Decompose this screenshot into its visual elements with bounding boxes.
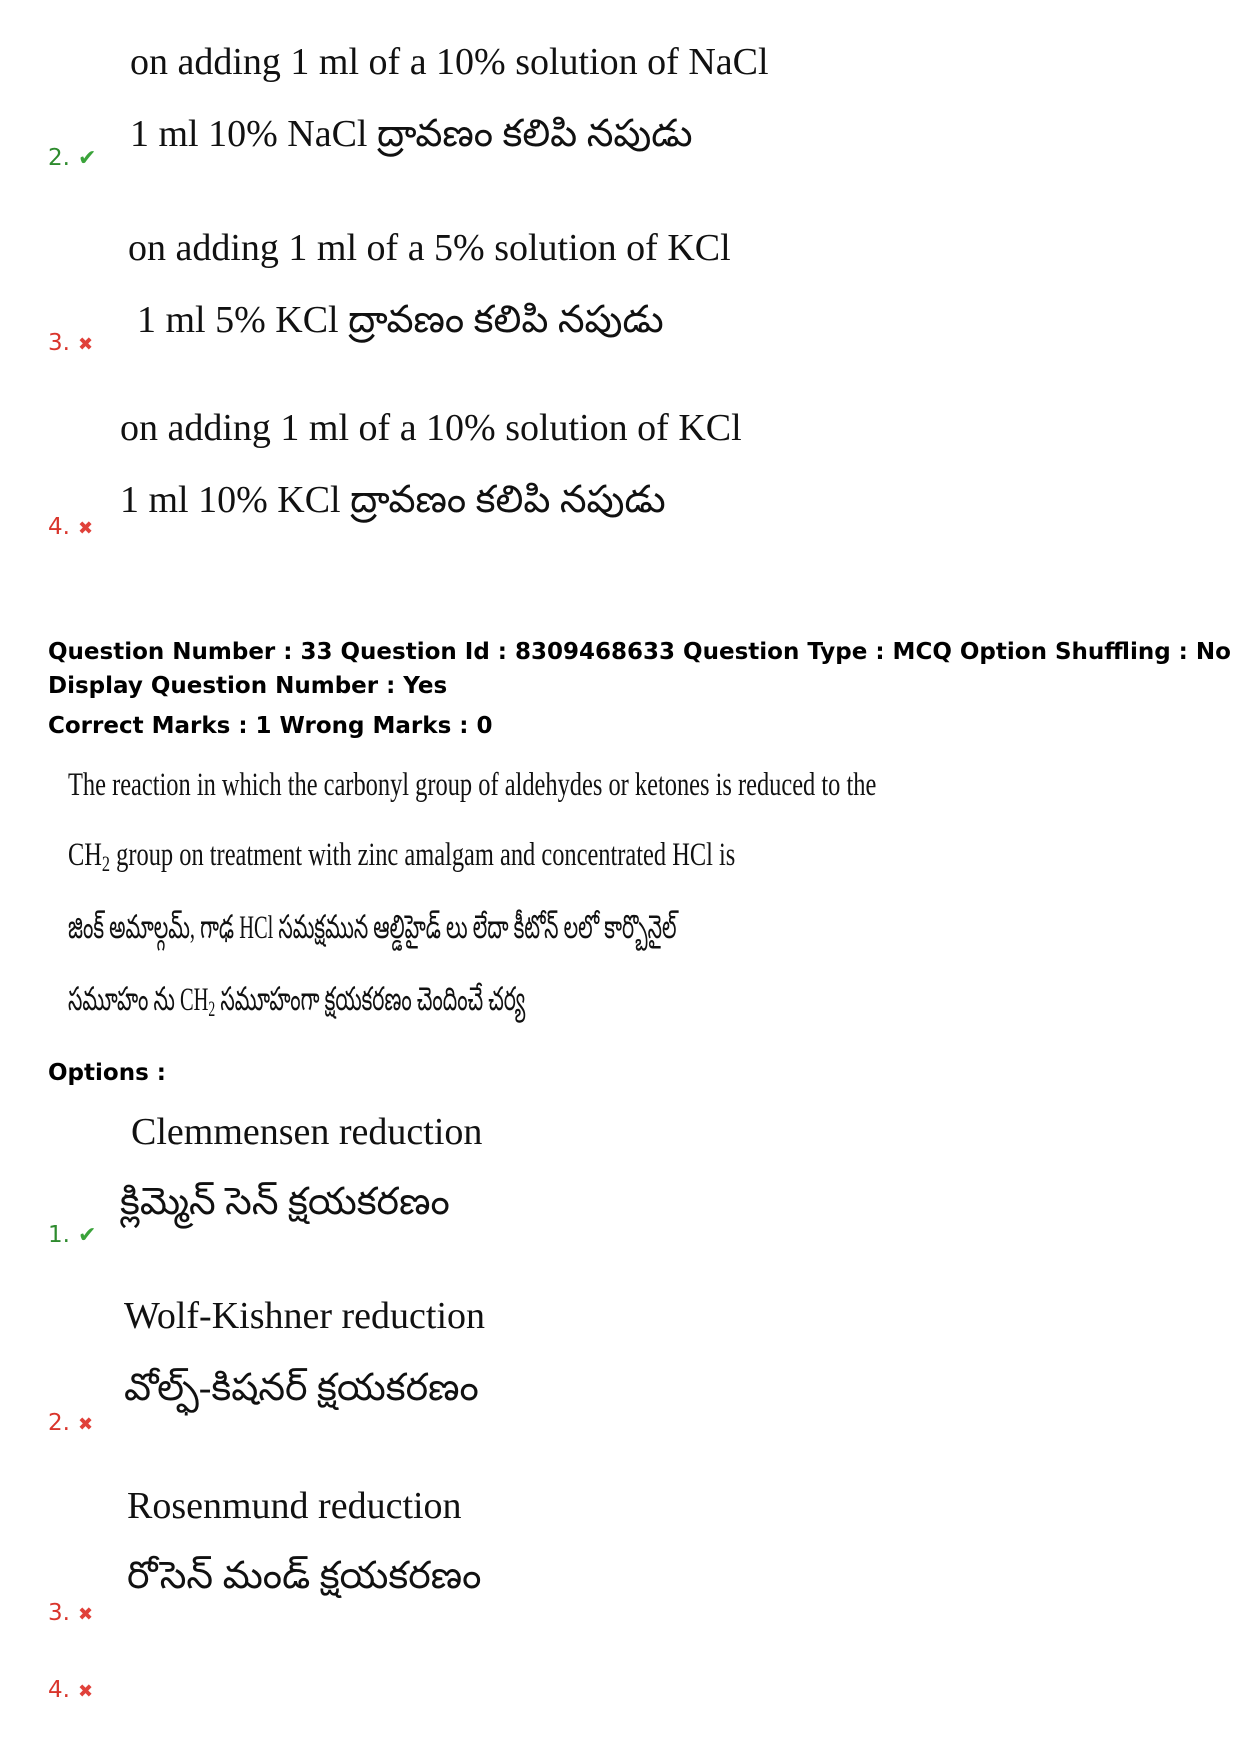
cross-icon: ✖ [77,1414,94,1435]
prev-option-2-marker [48,145,96,172]
prev-option-3-english: on adding 1 ml of a 5% solution of KCl [128,227,731,269]
check-icon: ✔ [77,1223,97,1248]
prev-option-4-english: on adding 1 ml of a 10% solution of KCl [120,407,742,449]
cross-icon: ✖ [77,334,94,355]
telugu-line-2-rest: సమూహంగా క్షయకరణం చెందించే చర్య [215,982,526,1018]
prev-option-4-marker [48,514,93,542]
option-2-telugu: వోల్ఫ్-కిషనర్ క్షయకరణం [124,1367,479,1409]
option-2-number: 2. [48,1410,70,1436]
question-telugu-line-2 [68,980,525,1029]
option-1-english: Clemmensen reduction [131,1111,483,1153]
option-3-number: 3. [48,1600,70,1626]
cross-icon: ✖ [77,1681,94,1702]
question-meta-line: Question Number : 33 Question Id : 8309468633 Question Type : MCQ Option Shuffling : No [48,639,1231,665]
telugu-line-2-start: సమూహం ను CH [68,982,209,1018]
options-label: Options : [48,1060,166,1086]
formula-ch: CH [68,837,102,873]
option-1-number: 1. [48,1222,70,1248]
formula-subscript: 2 [101,851,111,876]
question-text-line-2-rest: group on treatment with zinc amalgam and concentrated HCl is [110,837,736,873]
option-2-marker [48,1410,93,1438]
question-telugu-line-1: జింక్ అమాల్గమ్, గాఢ HCl సమక్షమున ఆల్డిహైడ్ లు లేదా కీటోన్ లలో కార్బొనైల్ [68,910,677,946]
option-1-marker [48,1222,96,1249]
option-1-telugu: క్లిమ్మెన్ సెన్ క్షయకరణం [120,1181,450,1223]
cross-icon: ✖ [77,1604,94,1625]
prev-option-3-telugu: 1 ml 5% KCl ద్రావణం కలిపి నపుడు [137,299,664,341]
option-3-telugu: రోసెన్ మండ్ క్షయకరణం [127,1555,482,1597]
prev-option-2-english: on adding 1 ml of a 10% solution of NaCl [130,41,769,83]
prev-option-2-telugu: 1 ml 10% NaCl ద్రావణం కలిపి నపుడు [130,113,693,155]
prev-option-2-number: 2. [48,145,70,171]
option-2-english: Wolf-Kishner reduction [124,1295,485,1337]
display-question-number: Display Question Number : Yes [48,673,448,699]
option-3-english: Rosenmund reduction [127,1485,462,1527]
prev-option-3-number: 3. [48,330,70,356]
prev-option-4-telugu: 1 ml 10% KCl ద్రావణం కలిపి నపుడు [120,479,666,521]
marks-line: Correct Marks : 1 Wrong Marks : 0 [48,713,493,739]
cross-icon: ✖ [77,518,94,539]
question-text-line-2 [68,835,735,884]
prev-option-4-number: 4. [48,514,70,540]
option-4-marker [48,1677,93,1705]
telugu-formula-subscript: 2 [208,996,216,1021]
option-3-marker [48,1600,93,1628]
question-text-line-1: The reaction in which the carbonyl group of aldehydes or ketones is reduced to the [68,767,877,803]
option-4-number: 4. [48,1677,70,1703]
check-icon: ✔ [77,146,97,171]
prev-option-3-marker [48,330,93,358]
